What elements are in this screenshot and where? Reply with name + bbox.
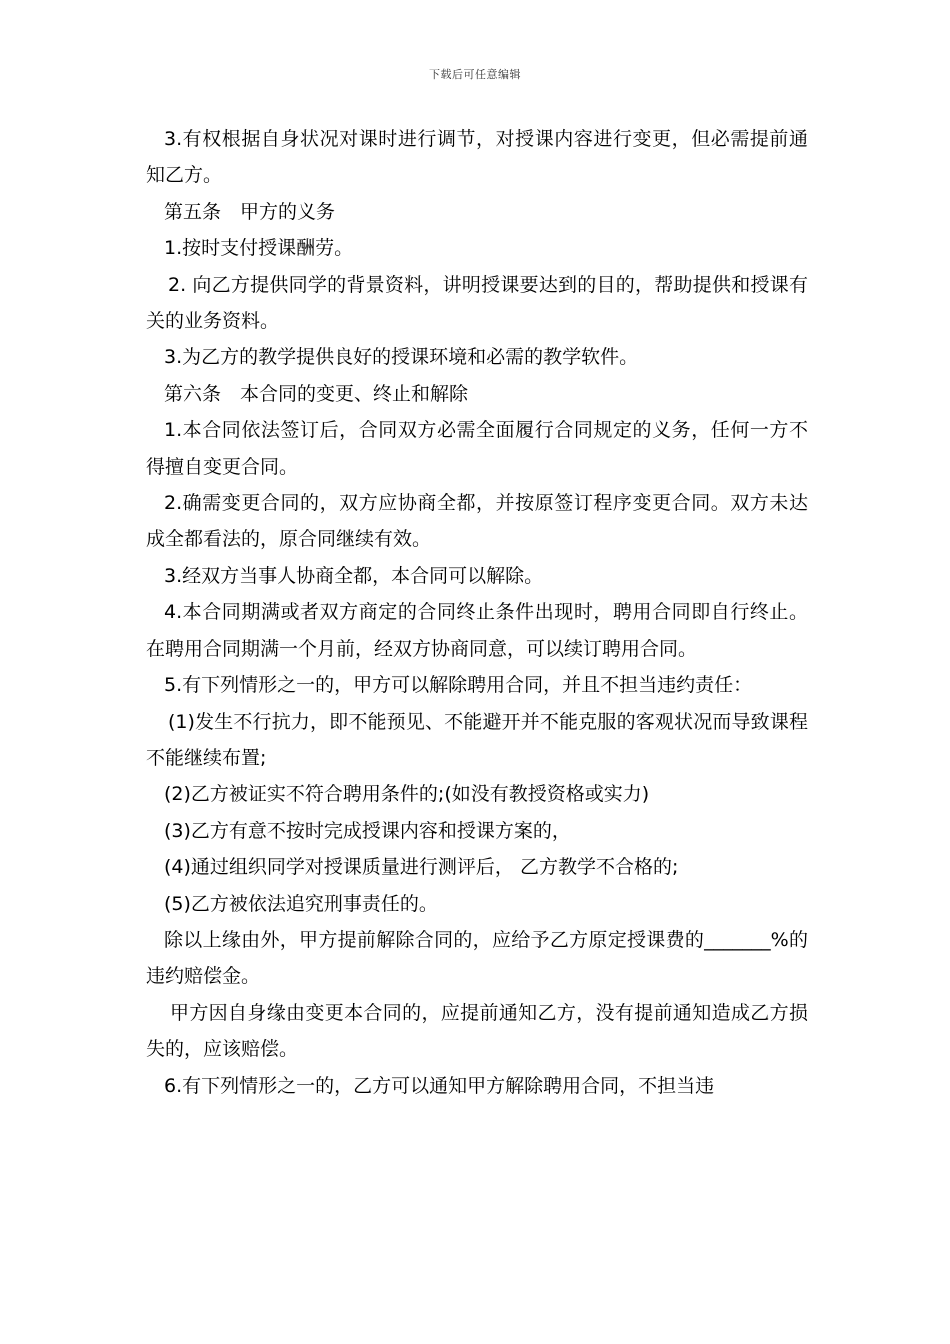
paragraph-clause-4-item-3: 3.有权根据自身状况对课时进行调节，对授课内容进行变更，但必需提前通知乙方。 xyxy=(146,128,808,187)
paragraph-article-6-item-3: 3.经双方当事人协商全都，本合同可以解除。 xyxy=(164,564,544,587)
paragraph-compensation: 除以上缘由外，甲方提前解除合同的，应给予乙方原定授课费的_______%的违约赔偿金。 xyxy=(146,928,808,988)
sub-item-3: (3)乙方有意不按时完成授课内容和授课方案的， xyxy=(164,819,571,842)
paragraph-article-5-item-1: 1.按时支付授课酬劳。 xyxy=(164,237,354,260)
sub-item-4: (4)通过组织同学对授课质量进行测评后， 乙方教学不合格的; xyxy=(164,856,679,879)
paragraph-article-6-item-6: 6.有下列情形之一的，乙方可以通知甲方解除聘用合同，不担当违 xyxy=(164,1074,715,1097)
paragraph-article-6-item-2: 2.确需变更合同的，双方应协商全都，并按原签订程序变更合同。双方未达成全都看法的，原合同继续有效。 xyxy=(146,492,808,551)
paragraph-article-5-item-3: 3.为乙方的教学提供良好的授课环境和必需的教学软件。 xyxy=(164,346,639,369)
paragraph-article-6-item-5: 5.有下列情形之一的，甲方可以解除聘用合同，并且不担当违约责任： xyxy=(164,674,753,697)
paragraph-article-6-item-4: 4.本合同期满或者双方商定的合同终止条件出现时，聘用合同即自行终止。在聘用合同期满一个月前，经双方协商同意，可以续订聘用合同。 xyxy=(146,601,808,660)
document-body xyxy=(146,121,808,1104)
sub-item-2: (2)乙方被证实不符合聘用条件的;(如没有教授资格或实力) xyxy=(164,783,650,806)
page-header: 下载后可任意编辑 xyxy=(429,68,521,81)
article-5-heading: 第五条 甲方的义务 xyxy=(164,200,336,223)
paragraph-party-a-change: 甲方因自身缘由变更本合同的，应提前通知乙方，没有提前通知造成乙方损失的，应该赔偿。 xyxy=(146,1001,808,1061)
sub-item-5: (5)乙方被依法追究刑事责任的。 xyxy=(164,892,438,915)
sub-item-1: (1)发生不行抗力，即不能预见、不能避开并不能克服的客观状况而导致课程不能继续布置; xyxy=(146,710,808,769)
article-6-heading: 第六条 本合同的变更、终止和解除 xyxy=(164,382,469,405)
paragraph-article-5-item-2: 2. 向乙方提供同学的背景资料，讲明授课要达到的目的，帮助提供和授课有关的业务资料。 xyxy=(146,273,808,333)
paragraph-article-6-item-1: 1.本合同依法签订后，合同双方必需全面履行合同规定的义务，任何一方不得擅自变更合同。 xyxy=(146,419,808,478)
